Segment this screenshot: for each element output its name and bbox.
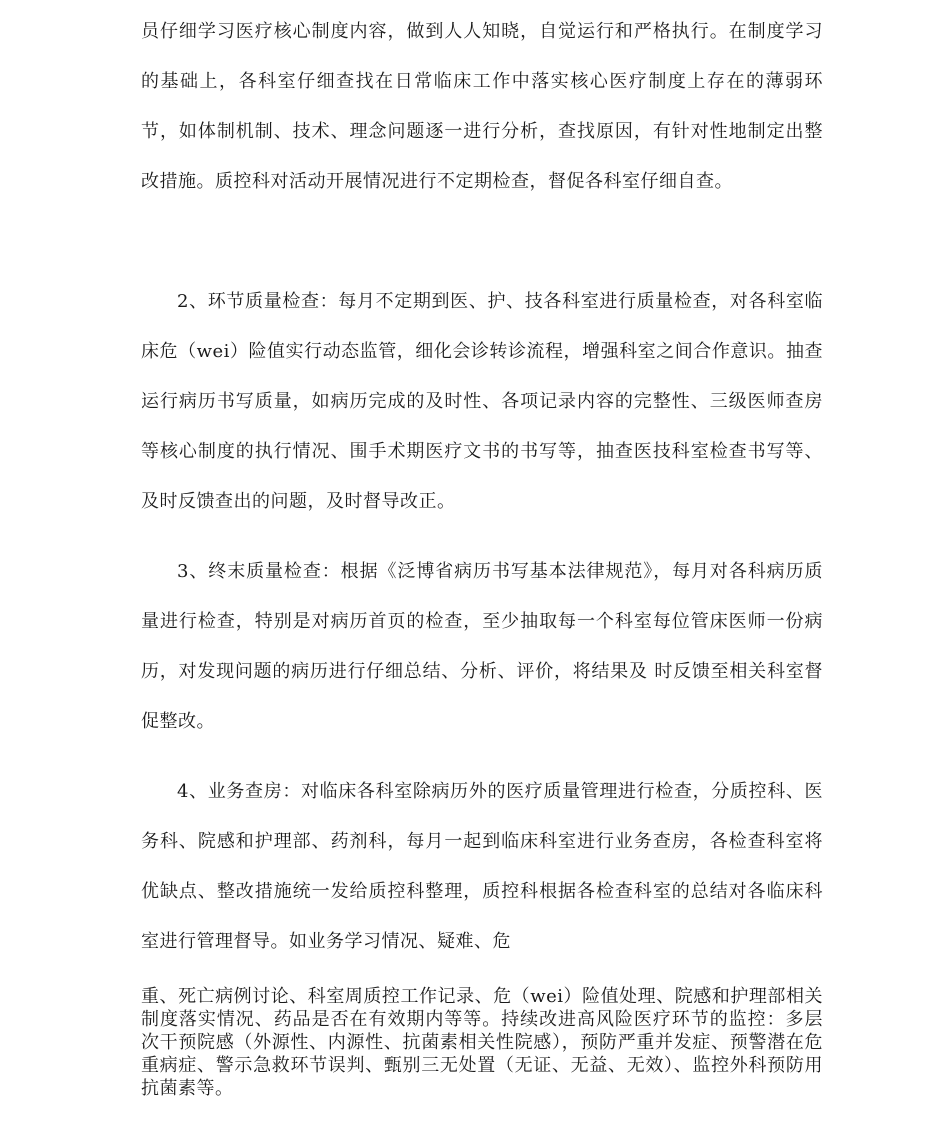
paragraph-process-quality-check: 2、环节质量检查：每月不定期到医、护、技各科室进行质量检查，对各科室临床危（wei）险值实行动态监管，细化会诊转诊流程，增强科室之间合作意识。抽查运行病历书写质量，如病历完成的及时性、各项记录内容的完整性、三级医师查房等核心制度的执行情况、围手术期医疗文书的书写等，抽查医技科室检查书写等、及时反馈查出的问题，及时督导改正。 [141,291,823,512]
paragraph-core-system-study: 员仔细学习医疗核心制度内容，做到人人知晓，自觉运行和严格执行。在制度学习的基础上，各科室仔细查找在日常临床工作中落实核心医疗制度上存在的薄弱环节，如体制机制、技术、理念问题逐一进行分析，查找原因，有针对性地制定出整改措施。质控科对活动开展情况进行不定期检查，督促各科室仔细自查。 [141,21,823,192]
paragraph-final-quality-check: 3、终末质量检查：根据《泛博省病历书写基本法律规范》，每月对各科病历质量进行检查，特别是对病历首页的检查，至少抽取每一个科室每位管床医师一份病历，对发现问题的病历进行仔细总结、分析、评价，将结果及 时反馈至相关科室督促整改。 [141,561,823,732]
paragraph-continuation: 重、死亡病例讨论、科室周质控工作记录、危（wei）险值处理、院感和护理部相关制度落实情况、药品是否在有效期内等等。持续改进高风险医疗环节的监控：多层次干预院感（外源性、内源性、抗菌素相关性院感），预防严重并发症、预警潜在危重病症、警示急救环节误判、甄别三无处置（无证、无益、无效）、监控外科预防用抗菌素等。 [141,986,823,1099]
paragraph-business-rounds: 4、业务查房：对临床各科室除病历外的医疗质量管理进行检查，分质控科、医务科、院感和护理部、药剂科，每月一起到临床科室进行业务查房，各检查科室将优缺点、整改措施统一发给质控科整理，质控科根据各检查科室的总结对各临床科室进行管理督导。如业务学习情况、疑难、危 [141,781,823,952]
